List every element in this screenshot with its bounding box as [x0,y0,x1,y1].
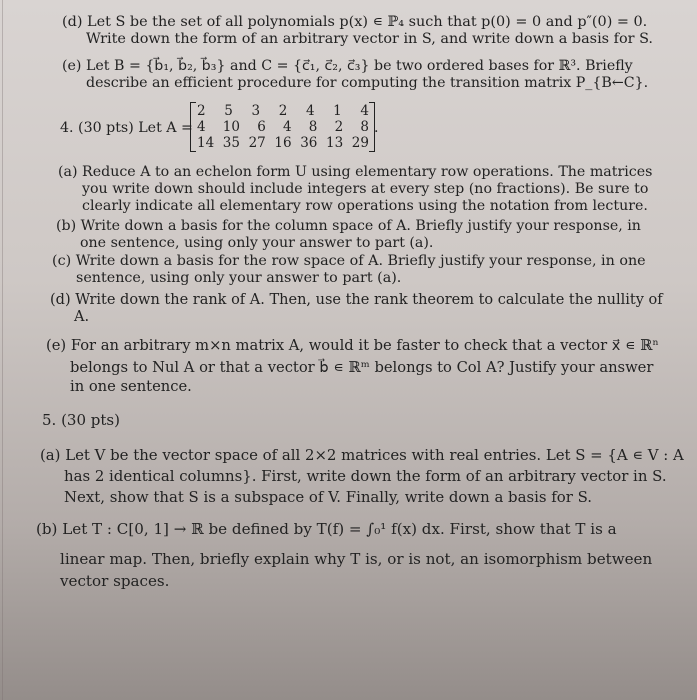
q4b-line-1: (b) Write down a basis for the column space of A. Briefly justify your response, in [56,218,641,234]
matrix-A [190,102,375,152]
matrix-cell: 1 [333,103,342,119]
matrix-cell: 8 [360,119,369,135]
matrix-cell: 14 [197,135,215,151]
q4e-line-2: belongs to Nul A or that a vector b⃗ ∊ ℝᵐ belongs to Col A? Justify your answer [70,359,654,376]
matrix-row-3 [197,135,369,151]
q4a-line-2: you write down should include integers at every step (no fractions). Be sure to [82,181,649,197]
matrix-cell: 2 [197,103,206,119]
matrix-cell: 13 [325,135,344,151]
d-line-2: Write down the form of an arbitrary vector in S, and write down a basis for S. [86,31,653,47]
d-line-1: (d) Let S be the set of all polynomials p(x) ∊ ℙ₄ such that p(0) = 0 and p″(0) = 0. [62,14,648,30]
q4a-line-1: (a) Reduce A to an echelon form U using elementary row operations. The matrices [58,164,653,180]
matrix-cell: 2 [334,119,344,135]
q5-title: 5. (30 pts) [42,411,120,429]
matrix-cell: 4 [305,103,315,119]
matrix-cell: 8 [308,119,318,135]
matrix-cell: 27 [248,135,266,151]
e-line-1: (e) Let B = {b⃗₁, b⃗₂, b⃗₃} and C = {c⃗₁, c⃗₂, c⃗₃} be two ordered bases for ℝ³. Briefly [62,58,633,74]
matrix-cell: 35 [222,135,240,151]
q4e-line-1: (e) For an arbitrary m×n matrix A, would it be faster to check that a vector x⃗ ∊ ℝⁿ [46,337,659,354]
q4b-line-2: one sentence, using only your answer to part (a). [80,235,434,251]
matrix-cell: 3 [251,103,261,119]
matrix-cell: 16 [274,135,292,151]
q4d-line-2: A. [74,309,90,325]
q5b-line-3: vector spaces. [60,572,170,590]
matrix-cell: 4 [282,119,292,135]
q5b-line-2: linear map. Then, briefly explain why T is, or is not, an isomorphism between [60,550,653,568]
matrix-cell: 4 [197,119,206,135]
page-edge [2,0,3,700]
q4e-line-3: in one sentence. [70,378,192,395]
matrix-row-2 [197,119,369,135]
q4-intro: 4. (30 pts) Let A = [60,120,193,136]
q5b-line-1: (b) Let T : C[0, 1] → ℝ be defined by T(f) = ∫₀¹ f(x) dx. First, show that T is a [36,520,617,538]
e-line-2: describe an efficient procedure for computing the transition matrix P_{B←C}. [86,75,649,91]
q5a-line-2: has 2 identical columns}. First, write down the form of an arbitrary vector in S. [64,467,667,485]
matrix-row-1 [197,103,369,119]
matrix-cell: 36 [300,135,318,151]
q5a-line-1: (a) Let V be the vector space of all 2×2 matrices with real entries. Let S = {A ∊ V : A [40,446,684,464]
q4c-line-2: sentence, using only your answer to part (a). [76,270,402,286]
q4d-line-1: (d) Write down the rank of A. Then, use the rank theorem to calculate the nullity of [50,292,663,308]
matrix-cell: 5 [224,103,233,119]
q4a-line-3: clearly indicate all elementary row operations using the notation from lecture. [82,198,648,214]
matrix-cell: 6 [257,119,266,135]
q5a-line-3: Next, show that S is a subspace of V. Finally, write down a basis for S. [64,488,592,506]
matrix-cell: 10 [222,119,240,135]
matrix-cell: 4 [360,103,369,119]
q4c-line-1: (c) Write down a basis for the row space of A. Briefly justify your response, in one [52,253,646,269]
matrix-cell: 2 [278,103,288,119]
matrix-cell: 29 [351,135,369,151]
matrix-period: . [374,120,379,136]
